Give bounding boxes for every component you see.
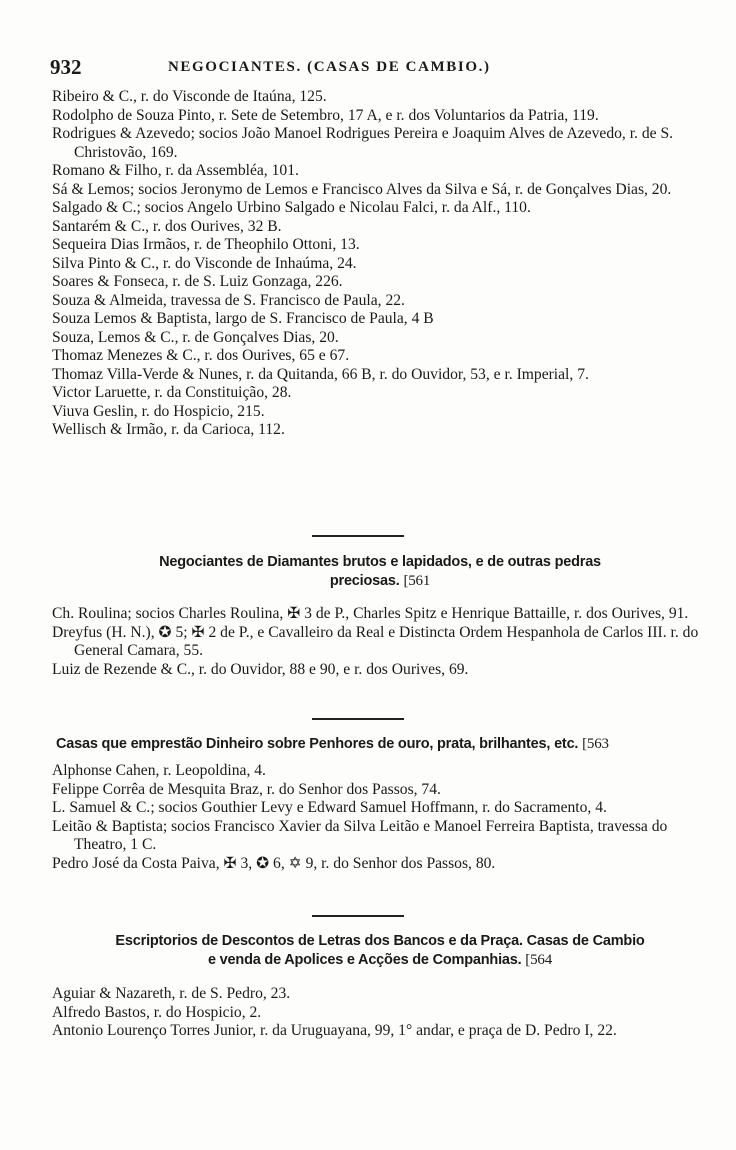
section-title-escriptorios — [80, 932, 680, 970]
section-title-text: e venda de Apolices e Acções de Companhias. — [207, 952, 522, 968]
section-title-line — [80, 951, 680, 970]
list-item: Ribeiro & C., r. do Visconde de Itaúna, 125. — [52, 88, 327, 105]
list-item: Santarém & C., r. dos Ourives, 32 B. — [52, 217, 282, 235]
list-item: L. Samuel & C.; socios Gouthier Levy e Edward Samuel Hoffmann, r. do Sacramento, 4. — [52, 799, 607, 816]
list-item: Alfredo Bastos, r. do Hospicio, 2. — [52, 1003, 262, 1021]
list-item: Victor Laruette, r. da Constituição, 28. — [52, 384, 292, 401]
section-title-text: Casas que emprestão Dinheiro sobre Penhores de ouro, prata, brilhantes, etc. — [56, 736, 579, 752]
page-number: 932 — [50, 55, 82, 79]
list-item: Souza & Almeida, travessa de S. Francisco de Paula, 22. — [52, 291, 405, 309]
list-item: Souza Lemos & Baptista, largo de S. Francisco de Paula, 4 B — [52, 310, 434, 327]
list-item: Sequeira Dias Irmãos, r. de Theophilo Ottoni, 13. — [52, 236, 360, 253]
list-item: Romano & Filho, r. da Assembléa, 101. — [52, 162, 299, 179]
list-item: Soares & Fonseca, r. de S. Luiz Gonzaga, 226. — [52, 273, 343, 290]
section-divider — [312, 718, 404, 720]
list-item: Ch. Roulina; socios Charles Roulina, ✠ 3 de P., Charles Spitz e Henrique Battaille, r. dos Ourives, 91. — [52, 605, 689, 622]
section-title-text: preciosas. — [329, 573, 400, 589]
list-item: Sá & Lemos; socios Jeronymo de Lemos e Francisco Alves da Silva e Sá, r. de Gonçalves Dias, 20. — [52, 180, 672, 198]
running-head: NEGOCIANTES. (CASAS DE CAMBIO.) — [168, 59, 491, 75]
section-title-line — [80, 572, 680, 591]
list-item: Alphonse Cahen, r. Leopoldina, 4. — [52, 762, 266, 779]
list-item: Thomaz Villa-Verde & Nunes, r. da Quitanda, 66 B, r. do Ouvidor, 53, e r. Imperial, 7. — [52, 365, 589, 383]
section-divider — [312, 535, 404, 537]
list-item: Luiz de Rezende & C., r. do Ouvidor, 88 e 90, e r. dos Ourives, 69. — [52, 660, 469, 678]
list-item: Pedro José da Costa Paiva, ✠ 3, ✪ 6, ✡ 9, r. do Senhor dos Passos, 80. — [52, 854, 496, 872]
list-item: Rodrigues & Azevedo; socios João Manoel Rodrigues Pereira e Joaquim Alves de Azevedo, r. de S. Christovão, 169. — [52, 125, 674, 161]
list-item: Dreyfus (H. N.), ✪ 5; ✠ 2 de P., e Cavalleiro da Real e Distincta Ordem Hespanhola de Carlos III. r. do General Camara, 55. — [52, 623, 699, 659]
escriptorios-list — [52, 985, 702, 1041]
list-item: Souza, Lemos & C., r. de Gonçalves Dias, 20. — [52, 328, 339, 346]
list-item: Felippe Corrêa de Mesquita Braz, r. do Senhor dos Passos, 74. — [52, 780, 441, 798]
list-item: Aguiar & Nazareth, r. de S. Pedro, 23. — [52, 985, 291, 1002]
section-title-line: Negociantes de Diamantes brutos e lapidados, e de outras pedras — [159, 554, 601, 570]
page-header — [50, 55, 690, 85]
penhores-list — [52, 762, 702, 873]
section-title-line: Escriptorios de Descontos de Letras dos Bancos e da Praça. Casas de Cambio — [115, 933, 645, 949]
list-item: Thomaz Menezes & C., r. dos Ourives, 65 e 67. — [52, 347, 350, 364]
section-code: [561 — [403, 573, 431, 589]
list-item: Silva Pinto & C., r. do Visconde de Inhaúma, 24. — [52, 254, 357, 272]
list-item: Antonio Lourenço Torres Junior, r. da Uruguayana, 99, 1° andar, e praça de D. Pedro I, 22. — [52, 1022, 617, 1039]
section-title-diamantes — [80, 553, 680, 591]
section-title-penhores — [56, 735, 706, 754]
cambio-list — [52, 88, 702, 440]
section-divider — [312, 915, 404, 917]
list-item: Viuva Geslin, r. do Hospicio, 215. — [52, 402, 265, 420]
section-code: [564 — [525, 952, 552, 968]
list-item: Leitão & Baptista; socios Francisco Xavier da Silva Leitão e Manoel Ferreira Baptista, travessa do Theatro, 1 C. — [52, 817, 668, 853]
list-item: Rodolpho de Souza Pinto, r. Sete de Setembro, 17 A, e r. dos Voluntarios da Patria, 119. — [52, 106, 599, 124]
section-code: [563 — [582, 736, 609, 752]
diamantes-list — [52, 605, 702, 679]
list-item: Salgado & C.; socios Angelo Urbino Salgado e Nicolau Falci, r. da Alf., 110. — [52, 199, 531, 216]
list-item: Wellisch & Irmão, r. da Carioca, 112. — [52, 421, 285, 438]
